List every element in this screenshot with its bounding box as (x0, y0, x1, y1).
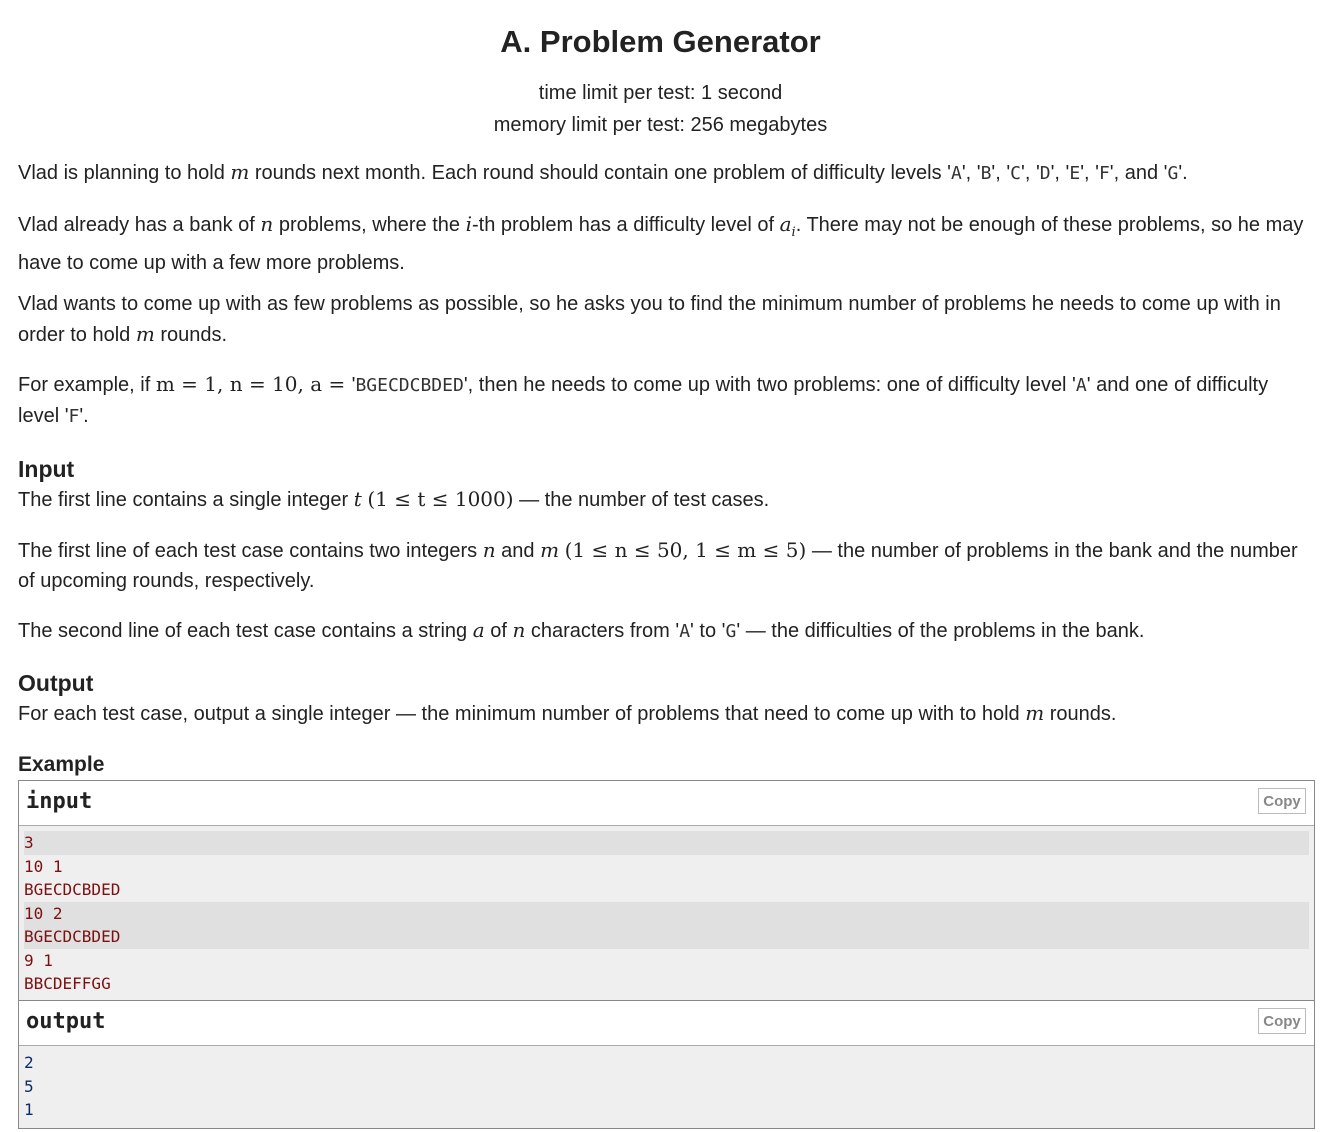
statement-paragraph-2: Vlad already has a bank of n problems, where the i-th problem has a difficulty level of $a_i$. There may not be enough of these problems, so he may have to come up with a few more problems. (18, 212, 1304, 274)
output-line: 1 (24, 1100, 34, 1119)
example-input-label: input (26, 789, 93, 814)
input-line: BGECDCBDED (24, 880, 121, 899)
output-section-title: Output (18, 670, 94, 696)
time-limit: time limit per test: 1 second (538, 82, 783, 104)
example-output-label: output (26, 1009, 106, 1034)
output-line: 2 (24, 1053, 34, 1072)
input-line: 10 1 (24, 856, 63, 876)
output-section (18, 668, 1308, 729)
input-section (18, 454, 1308, 515)
input-section-title: Input (18, 456, 75, 482)
statement-paragraph-3: Vlad wants to come up with as few problems as possible, so he asks you to find the minimum number of problems he needs to come up with in order to hold m rounds. (18, 293, 1281, 346)
statement-paragraph-4: For example, if m = 1, n = 10, a = 'BGECDCBDED', then he needs to come up with two problems: one of difficulty level 'A' and one of difficulty level 'F'. (18, 372, 1269, 427)
copy-input-button[interactable]: Copy (1258, 788, 1306, 814)
statement-paragraph-1: Vlad is planning to hold m rounds next month. Each round should contain one problem of difficulty levels 'A', 'B', 'C', 'D', 'E', 'F', and 'G'. (18, 160, 1188, 184)
input-paragraph-1: The first line contains a single integer t (1 ≤ t ≤ 1000) — the number of test cases. (18, 487, 770, 511)
example-input-header (19, 781, 1314, 826)
input-paragraph-2: The first line of each test case contains two integers n and m (1 ≤ n ≤ 50, 1 ≤ m ≤ 5) — the number of problems in the bank and the number of upcoming rounds, respectively. (18, 538, 1298, 592)
example-output-content (19, 1046, 1314, 1128)
example-input-box (18, 780, 1315, 1003)
limits (18, 77, 1303, 141)
example-title: Example (18, 753, 105, 776)
input-line: BGECDCBDED (24, 925, 1309, 949)
example-output-header (19, 1001, 1314, 1046)
output-line: 5 (24, 1076, 34, 1096)
copy-output-button[interactable]: Copy (1258, 1008, 1306, 1034)
input-line: 3 (24, 831, 1309, 855)
example-input-content (19, 826, 1314, 1002)
output-paragraph-1: For each test case, output a single integer — the minimum number of problems that need to come up with to hold m rounds. (18, 701, 1117, 725)
input-paragraph-3: The second line of each test case contains a string a of n characters from 'A' to 'G' — the difficulties of the problems in the bank. (18, 618, 1145, 642)
problem-title: A. Problem Generator (500, 24, 821, 59)
memory-limit: memory limit per test: 256 megabytes (493, 114, 828, 136)
example-output-box (18, 1000, 1315, 1129)
input-line: 9 1 (24, 950, 53, 970)
input-line: 10 2 (24, 902, 1309, 926)
input-line: BBCDEFFGG (24, 974, 111, 993)
